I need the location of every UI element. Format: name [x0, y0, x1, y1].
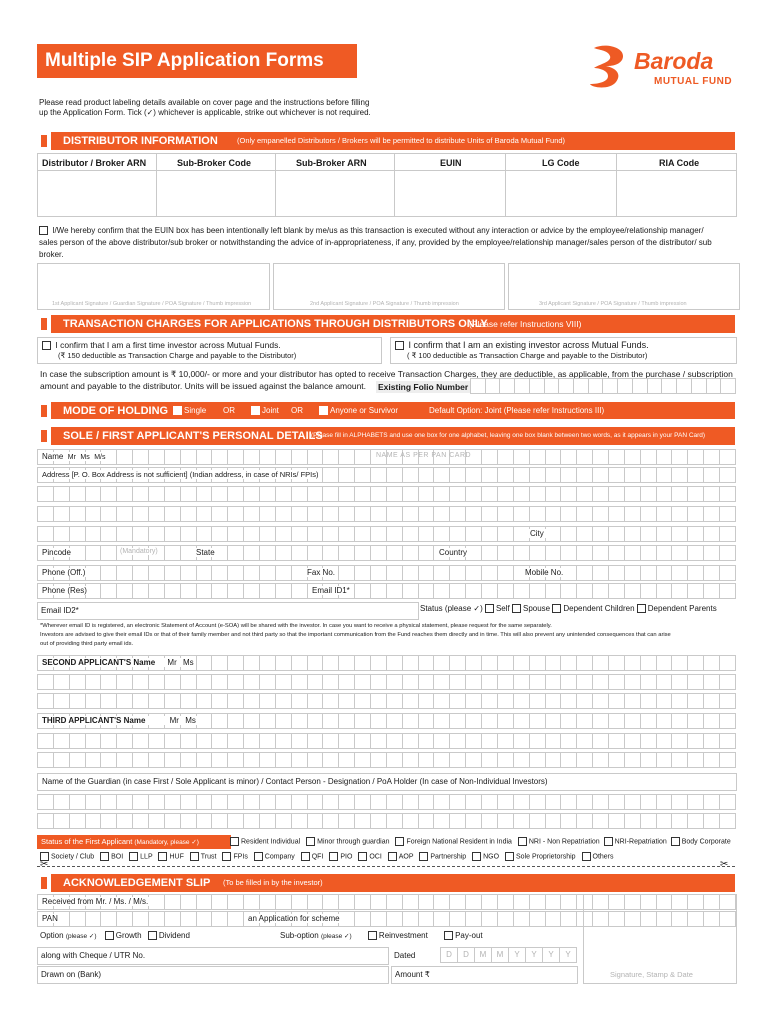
- col-ria-code[interactable]: RIA Code: [659, 158, 700, 168]
- status-pio-checkbox[interactable]: [329, 852, 338, 861]
- scissors-icon: ✂: [40, 859, 49, 870]
- distributor-table: [37, 153, 737, 217]
- status-fpis-checkbox[interactable]: [222, 852, 231, 861]
- dividend-checkbox[interactable]: [148, 931, 157, 940]
- status-company-checkbox[interactable]: [254, 852, 263, 861]
- growth-checkbox[interactable]: [105, 931, 114, 940]
- signature-box-1[interactable]: 1st Applicant Signature / Guardian Signature / POA Signature / Thumb impression: [37, 263, 270, 310]
- third-applicant-row-2[interactable]: [37, 733, 736, 749]
- dated-label: Dated: [394, 951, 416, 960]
- brand-name: Baroda: [634, 48, 714, 74]
- status-huf-checkbox[interactable]: [158, 852, 167, 861]
- phone-res-row[interactable]: [37, 583, 736, 599]
- payout-checkbox[interactable]: [444, 931, 453, 940]
- first-time-checkbox[interactable]: [42, 341, 51, 350]
- brand-subtitle: MUTUAL FUND: [654, 76, 733, 87]
- city-label: City: [530, 529, 544, 538]
- third-applicant-row-3[interactable]: [37, 752, 736, 768]
- status-nri-nonrep-checkbox[interactable]: [518, 837, 527, 846]
- phone-off-label: Phone (Off.): [42, 568, 86, 577]
- bank-input[interactable]: Drawn on (Bank): [37, 966, 389, 984]
- col-subbroker-arn[interactable]: Sub-Broker ARN: [276, 154, 395, 216]
- status-llp-checkbox[interactable]: [129, 852, 138, 861]
- pincode-mandatory: (Mandatory): [120, 548, 158, 555]
- status-relation: Status (please ✓) Self Spouse Dependent Children Dependent Parents: [420, 604, 717, 613]
- ms-option[interactable]: Ms: [80, 454, 90, 461]
- status-boi-checkbox[interactable]: [100, 852, 109, 861]
- signature-box-3[interactable]: 3rd Applicant Signature / POA Signature / Thumb impression: [508, 263, 740, 310]
- first-time-investor-option[interactable]: I confirm that I am a first time investor across Mutual Funds. (₹ 150 deductible as Transaction Charge and payable to the Distributor): [37, 337, 382, 364]
- name-watermark: NAME AS PER PAN CARD: [376, 452, 472, 459]
- status-nri-rep-checkbox[interactable]: [604, 837, 613, 846]
- applicant-heading: SOLE / FIRST APPLICANT'S PERSONAL DETAILS (Please fill in ALPHABETS and use one box for one alphabet, leaving one box blank between two words, as it appears in your PAN Card): [37, 427, 735, 445]
- baroda-logo: [586, 44, 736, 92]
- dated-input[interactable]: D D M M Y Y Y Y: [440, 947, 577, 963]
- email2-input[interactable]: Email ID2*: [37, 602, 419, 620]
- country-label: Country: [439, 548, 468, 557]
- guardian-label-row: Name of the Guardian (in case First / Sole Applicant is minor) / Contact Person - Designation / PoA Holder (In case of Non-Individual Investors): [37, 773, 737, 791]
- second-applicant-row-3[interactable]: [37, 693, 736, 709]
- euin-declaration-checkbox[interactable]: [39, 226, 48, 235]
- status-foreign-checkbox[interactable]: [395, 837, 404, 846]
- status-self-checkbox[interactable]: [485, 604, 494, 613]
- ack-pan-label: PAN: [42, 914, 58, 923]
- guardian-row-2[interactable]: [37, 813, 736, 829]
- signature-box-2[interactable]: 2nd Applicant Signature / POA Signature / Thumb impression: [273, 263, 505, 310]
- ack-signature-box[interactable]: Signature, Stamp & Date: [583, 894, 737, 984]
- address-row-4[interactable]: [37, 526, 736, 542]
- page-title: Multiple SIP Application Forms: [45, 50, 324, 71]
- second-applicant-label: SECOND APPLICANT'S Name Mr Ms: [42, 658, 194, 667]
- second-ms[interactable]: Ms: [182, 658, 194, 667]
- status-row-1: Resident Individual Minor through guardian Foreign National Resident in India NRI - Non Repatriation NRI-Repatriation Body Corporate: [230, 837, 731, 846]
- status-aop-checkbox[interactable]: [388, 852, 397, 861]
- status-ngo-checkbox[interactable]: [472, 852, 481, 861]
- fax-label: Fax No.: [307, 568, 336, 577]
- distributor-heading: DISTRIBUTOR INFORMATION (Only empanelled Distributors / Brokers will be permitted to distribute Units of Baroda Mutual Fund): [37, 132, 735, 150]
- status-oci-checkbox[interactable]: [358, 852, 367, 861]
- status-spouse-checkbox[interactable]: [512, 604, 521, 613]
- holding-anyone-option[interactable]: Anyone or Survivor: [319, 402, 398, 420]
- ack-option-row: Option (please ✓) Growth Dividend: [40, 931, 190, 940]
- pincode-label: Pincode: [42, 548, 71, 557]
- phone-off-row[interactable]: [37, 565, 736, 581]
- col-euin[interactable]: EUIN: [395, 154, 506, 216]
- baroda-b-logo-icon: [586, 44, 632, 90]
- status-resident-checkbox[interactable]: [230, 837, 239, 846]
- mrs-option[interactable]: M/s: [94, 454, 106, 461]
- email-footnote: *Wherever email ID is registered, an electronic Statement of Account (e-SOA) will be shared with the investor. In case you want to receive a physical statement, please request for the same separately. Investors are advised to give their email IDs or that of their family member and not third party so that the important communication from the Fund reaches them directly and in time. This will also prevent any unintended consequences that can arise out of providing third party email ids.: [40, 623, 671, 647]
- ack-scheme-label: an Application for scheme: [248, 914, 340, 923]
- existing-investor-checkbox[interactable]: [395, 341, 404, 350]
- address-row-2[interactable]: [37, 486, 736, 502]
- holding-joint-option[interactable]: Joint: [251, 402, 279, 420]
- third-mr[interactable]: Mr: [169, 716, 179, 725]
- col-broker-arn[interactable]: Distributor / Broker ARN: [38, 154, 157, 216]
- state-label: State: [196, 548, 215, 557]
- cheque-input[interactable]: along with Cheque / UTR No.: [37, 947, 389, 965]
- reinvestment-checkbox[interactable]: [368, 931, 377, 940]
- status-row-2: Society / Club BOI LLP HUF Trust FPIs Company QFI PIO OCI AOP Partnership NGO Sole Proprietorship Others: [40, 852, 614, 861]
- guardian-row-1[interactable]: [37, 794, 736, 810]
- cut-line: [37, 866, 735, 867]
- third-applicant-label: THIRD APPLICANT'S Name Mr Ms: [42, 716, 196, 725]
- status-trust-checkbox[interactable]: [190, 852, 199, 861]
- second-applicant-row-2[interactable]: [37, 674, 736, 690]
- address-row-3[interactable]: [37, 506, 736, 522]
- ack-heading: ACKNOWLEDGEMENT SLIP (To be filled in by the investor): [37, 874, 735, 892]
- mobile-label: Mobile No.: [525, 568, 564, 577]
- holding-single-option[interactable]: Single: [173, 402, 206, 420]
- ack-suboption-row: Sub-option (please ✓) Reinvestment Pay-out: [280, 931, 483, 940]
- address-label: Address [P. O. Box Address is not sufficient] (Indian address, in case of NRIs/ FPIs): [42, 470, 319, 479]
- scissors-icon: ✂: [720, 859, 729, 870]
- status-minor-checkbox[interactable]: [306, 837, 315, 846]
- status-others-checkbox[interactable]: [582, 852, 591, 861]
- transaction-heading: TRANSACTION CHARGES FOR APPLICATIONS THROUGH DISTRIBUTORS ONLY (Please refer Instructions VIII): [37, 315, 735, 333]
- status-sole-prop-checkbox[interactable]: [505, 852, 514, 861]
- existing-investor-option[interactable]: I confirm that I am an existing investor across Mutual Funds. ( ₹ 100 deductible as Transaction Charge and payable to the Distributor): [390, 337, 737, 364]
- title-banner: [37, 44, 357, 78]
- status-body-corporate-checkbox[interactable]: [671, 837, 680, 846]
- euin-declaration: I/We hereby confirm that the EUIN box has been intentionally left blank by me/us as this transaction is executed without any interaction or advice by the employee/relationship manager/ sales person of the above distributor/sub broker or notwithstanding the advice of in-appropriateness, if any, provided by the employee/relationship manager/sales person of the distributor/ sub broker.: [39, 226, 712, 259]
- third-ms[interactable]: Ms: [185, 716, 196, 725]
- phone-res-label: Phone (Res): [42, 586, 87, 595]
- subscription-note: In case the subscription amount is ₹ 10,000/- or more and your distributor has opted to receive Transaction Charges, they are deductible, as applicable, from the purchase / subscription amount and payable to the distributor. Units will be issued against the balance amount.: [40, 369, 733, 391]
- status-tag: Status of the First Applicant (Mandatory, please ✓): [37, 835, 231, 849]
- ack-received-label: Received from Mr. / Ms. / M/s.: [42, 897, 149, 906]
- email1-label: Email ID1*: [312, 586, 350, 595]
- col-subbroker-code[interactable]: Sub-Broker Code: [157, 154, 276, 216]
- folio-number-label: Existing Folio Number: [378, 382, 469, 392]
- second-mr[interactable]: Mr: [167, 658, 177, 667]
- col-lg-code[interactable]: LG Code: [506, 154, 617, 216]
- status-parents-checkbox[interactable]: [637, 604, 646, 613]
- status-qfi-checkbox[interactable]: [301, 852, 310, 861]
- amount-input[interactable]: Amount ₹: [391, 966, 578, 984]
- status-partnership-checkbox[interactable]: [419, 852, 428, 861]
- mr-option[interactable]: Mr: [67, 454, 76, 461]
- folio-number-input[interactable]: [470, 378, 736, 394]
- holding-heading: MODE OF HOLDING Single OR Joint OR Anyone or Survivor Default Option: Joint (Please refer Instructions III): [37, 402, 735, 419]
- intro-text: Please read product labeling details available on cover page and the instructions before filling up the Application Form. Tick (✓) whichever is applicable, strike out whichever is not required.: [39, 98, 371, 117]
- status-children-checkbox[interactable]: [552, 604, 561, 613]
